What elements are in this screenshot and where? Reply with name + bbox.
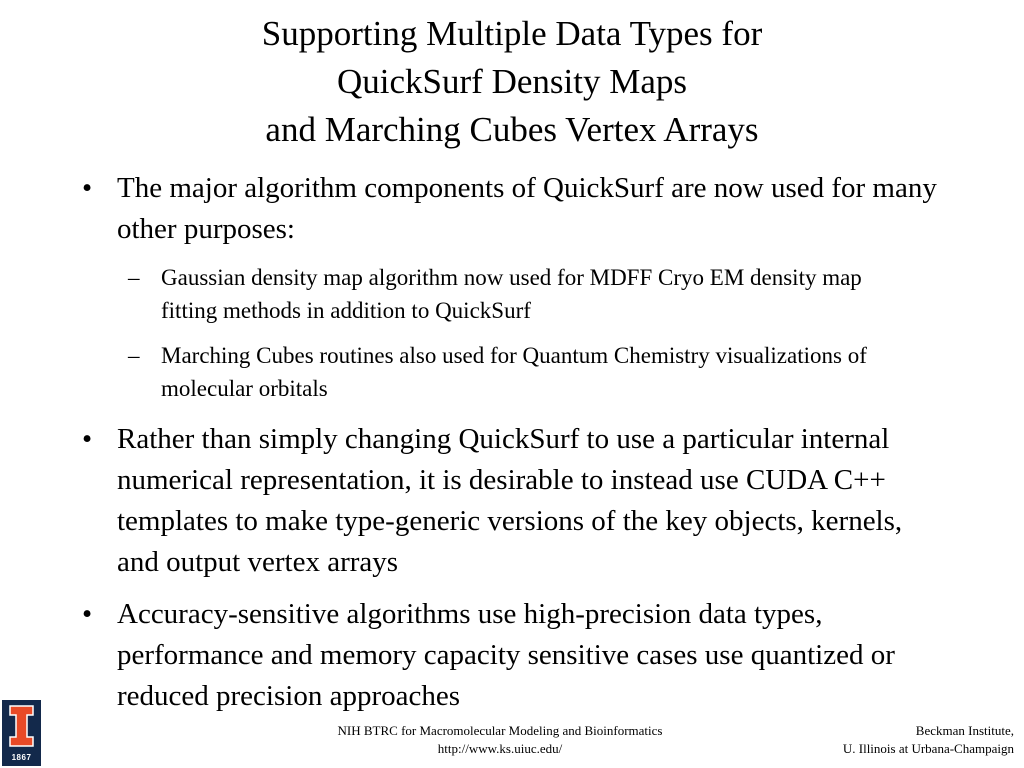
sub-bullet-marker: – — [128, 343, 140, 368]
slide-title — [0, 10, 1024, 154]
footer-institute: Beckman Institute, — [915, 723, 1014, 738]
bullet-marker: • — [82, 172, 93, 204]
bullet-text-3: Accuracy-sensitive algorithms use high-precision data types, performance and memory capacity sensitive cases use quantized or reduced precision approaches — [117, 598, 895, 712]
bullet-text-1: The major algorithm components of QuickSurf are now used for many other purposes: — [117, 172, 937, 245]
bullet-marker: • — [82, 598, 93, 630]
sub-bullet-marker: – — [128, 265, 140, 290]
sub-bullet-text-2: Marching Cubes routines also used for Quantum Chemistry visualizations of molecular orbitals — [161, 343, 867, 401]
bullet-marker: • — [82, 423, 93, 455]
block-i-icon — [3, 701, 40, 753]
footer-center — [250, 722, 750, 758]
footer-right — [694, 722, 1014, 758]
slide-title-line-3: and Marching Cubes Vertex Arrays — [265, 110, 759, 149]
logo-year: 1867 — [11, 753, 32, 762]
footer-org-name: NIH BTRC for Macromolecular Modeling and Bioinformatics — [337, 723, 663, 738]
university-logo — [2, 700, 41, 766]
sub-bullet-text-1: Gaussian density map algorithm now used for MDFF Cryo EM density map fitting methods in addition to QuickSurf — [161, 265, 862, 323]
slide-title-line-2: QuickSurf Density Maps — [337, 62, 687, 101]
bullet-text-2: Rather than simply changing QuickSurf to use a particular internal numerical representation, it is desirable to instead use CUDA C++ templates to make type-generic versions of the key objects, kernels, and output vertex arrays — [117, 423, 903, 578]
footer-university: U. Illinois at Urbana-Champaign — [842, 741, 1014, 756]
slide-title-line-1: Supporting Multiple Data Types for — [261, 14, 763, 53]
footer-url: http://www.ks.uiuc.edu/ — [437, 741, 563, 756]
